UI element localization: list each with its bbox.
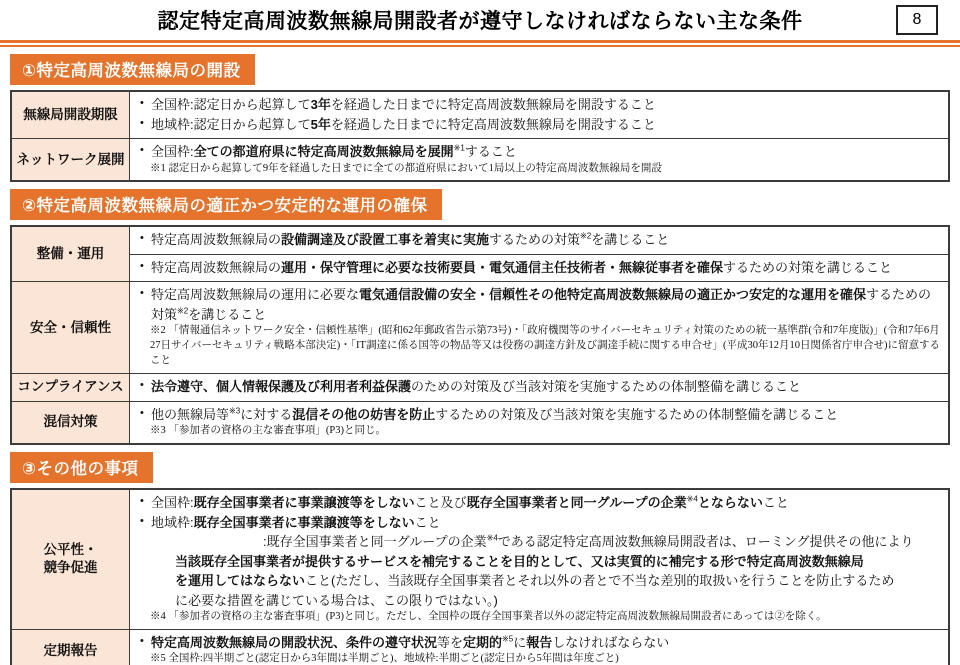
text-segment: するための対策及び当該対策を実施するための体制整備を講じること	[435, 406, 839, 422]
text-segment: 地域枠:	[151, 514, 194, 530]
text-segment: 既存全国事業者と同一グループの企業	[466, 495, 687, 511]
row-label-line: 定期報告	[43, 642, 98, 658]
row-label	[12, 139, 130, 180]
text-segment: するための対策	[151, 287, 932, 322]
row-label	[12, 374, 130, 401]
text-segment: 定期的	[463, 634, 503, 650]
text-segment: 全国枠:	[151, 495, 194, 511]
text-segment: 既存全国事業者が提供するサービスを補完することを目的として、又は実質的に補完する形で	[201, 553, 747, 569]
text-segment: を運用してはならない	[175, 573, 306, 589]
content-line	[138, 115, 940, 135]
table-row	[12, 138, 948, 180]
text-segment: 設備調達及び設置工事を着実に実施	[281, 232, 490, 248]
text-segment: 特定高周波数無線局の	[151, 259, 282, 275]
text-segment: 5年	[310, 116, 331, 132]
row-content	[130, 374, 948, 401]
text-segment: :既存全国事業者と同一グループの企業	[263, 534, 487, 550]
page-title: 認定特定高周波数無線局開設者が遵守しなければならない主な条件	[157, 10, 803, 33]
row-label-line: 競争促進	[43, 560, 98, 576]
text-segment: ※2	[580, 232, 592, 242]
footnote-line	[138, 652, 940, 665]
text-segment: 地域枠:認定日から起算して	[151, 116, 311, 132]
footnote-line	[138, 324, 940, 369]
row-label	[12, 227, 130, 281]
text-segment: するための対策を講じること	[723, 259, 893, 275]
row-content	[130, 630, 948, 665]
row-label-line: コンプライアンス	[17, 379, 124, 395]
text-segment: しなければならない	[552, 634, 670, 650]
row-label-line: 安全・信頼性	[30, 319, 111, 335]
divider-line-bottom	[0, 45, 960, 47]
text-segment: を講じること	[188, 306, 267, 322]
text-segment: とならない	[697, 495, 763, 511]
content-line	[138, 405, 940, 425]
row-label	[12, 402, 130, 443]
section-table	[10, 488, 950, 665]
table-row	[12, 281, 948, 373]
row-label	[12, 490, 130, 629]
text-segment: こと	[762, 495, 789, 511]
footnote-line	[138, 424, 940, 439]
row-content	[130, 92, 948, 138]
section	[10, 452, 950, 665]
content-cell	[130, 490, 948, 629]
text-segment: のための対策及び当該対策を実施するための体制整備を講じること	[411, 379, 802, 395]
page-number: 8	[912, 11, 922, 28]
row-content	[130, 139, 948, 180]
text-segment: に	[513, 634, 527, 650]
footnote-line	[138, 610, 940, 625]
content-cell	[130, 402, 948, 443]
row-label-line: 混信対策	[43, 414, 98, 430]
content-cell	[130, 630, 948, 665]
row-label-line: 整備・運用	[36, 246, 105, 262]
text-segment: ※3	[229, 406, 241, 416]
text-segment: 特定高周波数無線局	[746, 553, 864, 569]
text-segment: である認定特定高周波数無線局開設者は、ローミング提供その他により	[497, 534, 914, 550]
text-segment: 特定高周波数無線局の運用に必要な	[151, 287, 360, 303]
text-segment: 全ての都道府県に特定高周波数無線局を展開	[193, 144, 454, 159]
content-line	[138, 493, 940, 513]
row-content	[130, 402, 948, 443]
text-segment: 電気通信設備の安全・信頼性その他特定高周波数無線局の適正かつ安定的な運用を確保	[359, 287, 867, 303]
section	[10, 189, 950, 445]
sections	[0, 54, 960, 665]
section-table	[10, 225, 950, 445]
table-row	[12, 227, 948, 281]
section	[10, 54, 950, 182]
text-segment: ※4	[686, 494, 698, 504]
section-header: ②特定高周波数無線局の適正かつ安定的な運用の確保	[10, 189, 442, 220]
text-segment: ※5	[502, 634, 514, 644]
table-row	[12, 629, 948, 665]
content-cell	[130, 227, 948, 254]
content-line	[138, 285, 940, 324]
text-segment: 特定高周波数無線局の	[151, 232, 282, 248]
page-number-box	[896, 5, 938, 35]
text-segment: に必要な措置を講じている場合は、この限りではない。)	[175, 592, 498, 608]
text-segment: ※1	[453, 143, 465, 153]
text-segment: 特定高周波数無線局の開設状況、条件の遵守状況	[151, 634, 438, 650]
row-label	[12, 92, 130, 138]
title-divider	[0, 40, 960, 47]
text-segment: ※4	[486, 533, 498, 543]
text-segment: 全国枠:認定日から起算して	[151, 97, 311, 112]
table-row	[12, 490, 948, 629]
footnote-line	[138, 162, 940, 177]
text-segment: ※2 「情報通信ネットワーク安全・信頼性基準」(昭和62年郵政省告示第73号)・「政府機関等のサイバーセキュリティ対策のための統一基準群(令和7年度版)」(令和7年6月27日サイバーセキュリティ戦略本部決定)・「IT調達に係る国等の物品等又は役務の調達方針及び調達手続に関する申合せ」(平成30年12月10日関係省庁申合せ)に留意すること	[150, 325, 940, 367]
text-segment: 法令遵守、個人情報保護及び利用者利益保護	[151, 379, 412, 395]
section-table	[10, 90, 950, 182]
text-segment: こと	[414, 514, 441, 530]
row-label-line: 無線局開設期限	[23, 106, 118, 122]
text-segment: 全国枠:	[151, 144, 194, 159]
content-line	[138, 571, 940, 591]
content-line	[138, 532, 940, 552]
row-label-line: 公平性・	[43, 542, 98, 558]
text-segment: を経過した日までに特定高周波数無線局を開設すること	[330, 116, 656, 132]
text-segment: 等を	[437, 634, 464, 650]
text-segment: を講じること	[591, 232, 670, 248]
text-segment: 報告	[526, 634, 553, 650]
content-cell	[130, 254, 948, 282]
text-segment: ※4 「参加者の資格の主な審査事項」(P3)と同じ。ただし、全国枠の既存全国事業者以外の認定特定高周波数無線局開設者にあっては②を除く。	[150, 611, 827, 623]
content-cell	[130, 139, 948, 180]
content-cell	[130, 374, 948, 401]
content-line	[138, 230, 940, 250]
text-segment: すること	[464, 144, 517, 159]
content-cell	[130, 92, 948, 138]
content-line	[138, 377, 940, 397]
row-content	[130, 227, 948, 281]
content-line	[138, 95, 940, 115]
text-segment: 運用・保守管理に必要な技術要員・電気通信主任技術者・無線従事者を確保	[281, 259, 724, 275]
text-segment: 当該	[175, 553, 202, 569]
text-segment: ※2	[177, 306, 189, 316]
text-segment: 既存全国事業者に事業譲渡等をしない	[193, 514, 415, 530]
title-bar	[0, 0, 960, 38]
text-segment: するための対策	[489, 232, 581, 248]
content-line	[138, 591, 940, 611]
table-row	[12, 373, 948, 401]
section-header: ①特定高周波数無線局の開設	[10, 54, 255, 85]
section-header: ③その他の事項	[10, 452, 153, 483]
text-segment: こと及び	[414, 495, 467, 511]
row-label	[12, 630, 130, 665]
content-line	[138, 633, 940, 653]
table-row	[12, 401, 948, 443]
text-segment: ※1 認定日から起算して9年を経過した日までに全ての都道府県において1局以上の特定高周波数無線局を開設	[150, 162, 662, 174]
table-row	[12, 92, 948, 138]
text-segment: ※5 全国枠:四半期ごと(認定日から3年間は半期ごと)、地域枠:半期ごと(認定日から5年間は年度ごと)	[150, 653, 619, 665]
text-segment: を経過した日までに特定高周波数無線局を開設すること	[330, 97, 656, 112]
text-segment: こと(ただし、当該既存全国事業者とそれ以外の者とで不当な差別的取扱いを行うことを防止するため	[305, 573, 895, 589]
row-label	[12, 282, 130, 373]
text-segment: 3年	[310, 97, 331, 112]
content-line	[138, 513, 940, 533]
content-cell	[130, 282, 948, 373]
row-content	[130, 282, 948, 373]
text-segment: ※3 「参加者の資格の主な審査事項」(P3)と同じ。	[150, 425, 386, 437]
content-line	[138, 142, 940, 162]
text-segment: 他の無線局等	[151, 406, 230, 422]
content-line	[138, 552, 940, 572]
content-line	[138, 258, 940, 278]
row-content	[130, 490, 948, 629]
text-segment: 混信その他の妨害を防止	[292, 406, 436, 422]
text-segment: 既存全国事業者に事業譲渡等をしない	[193, 495, 415, 511]
text-segment: に対する	[240, 406, 293, 422]
row-label-line: ネットワーク展開	[16, 151, 125, 167]
